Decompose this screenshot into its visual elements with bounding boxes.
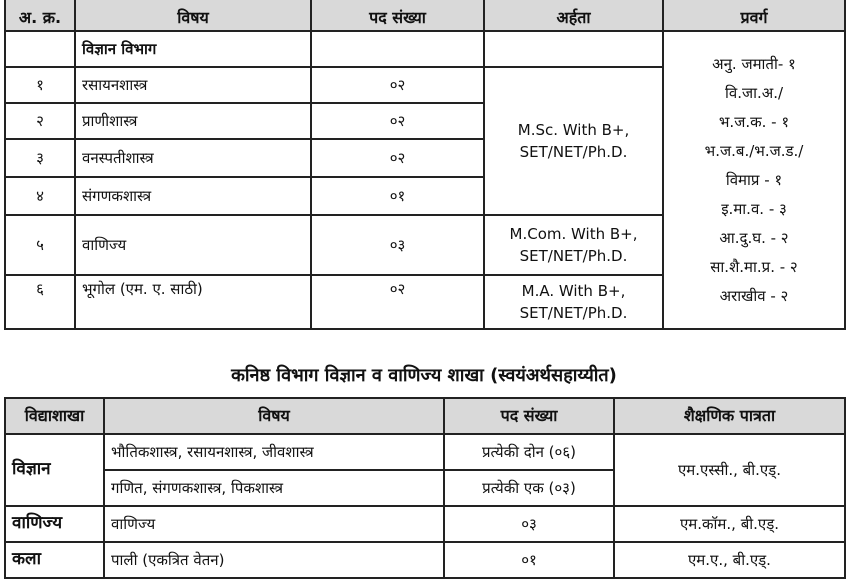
header-faculty: विद्याशाखा xyxy=(5,398,104,434)
qualification-line: M.A. With B+, xyxy=(521,282,626,300)
row-posts: प्रत्येकी दोन (०६) xyxy=(444,434,614,470)
header-posts: पद संख्या xyxy=(311,0,484,31)
qualification-line: SET/NET/Ph.D. xyxy=(519,247,628,265)
category-line: भ.ज.ब./भ.ज.ड./ xyxy=(704,141,804,160)
category-line: अनु. जमाती- १ xyxy=(712,54,796,73)
row-subject: भौतिकशास्त्र, रसायनशास्त्र, जीवशास्त्र xyxy=(104,434,444,470)
table-row xyxy=(5,506,845,542)
table-header-row xyxy=(5,0,845,31)
qualification-line: SET/NET/Ph.D. xyxy=(519,304,628,322)
qualification-line: M.Com. With B+, xyxy=(509,225,638,243)
header-posts: पद संख्या xyxy=(444,398,614,434)
category-line: अराखीव - २ xyxy=(719,286,789,305)
qualification-arts xyxy=(484,275,663,329)
row-posts: ०२ xyxy=(311,275,484,329)
row-posts: ०१ xyxy=(444,542,614,578)
junior-section-title: कनिष्ठ विभाग विज्ञान व वाणिज्य शाखा (स्वयंअर्थसहाय्यीत) xyxy=(231,365,617,386)
qualification-line: M.Sc. With B+, xyxy=(517,121,630,139)
header-subject: विषय xyxy=(75,0,311,31)
category-cell xyxy=(663,31,845,329)
row-serial: ५ xyxy=(5,215,75,275)
row-subject: वनस्पतीशास्त्र xyxy=(75,139,311,177)
section-row xyxy=(5,31,845,67)
row-subject: गणित, संगणकशास्त्र, पिकशास्त्र xyxy=(104,470,444,506)
faculty-arts: कला xyxy=(5,542,104,578)
header-subject: विषय xyxy=(104,398,444,434)
row-posts: ०२ xyxy=(311,139,484,177)
faculty-science: विज्ञान xyxy=(5,434,104,506)
row-qualification: एम.ए., बी.एड्. xyxy=(614,542,845,578)
category-line: भ.ज.क. - १ xyxy=(718,112,790,131)
row-serial: १ xyxy=(5,67,75,103)
header-qualification: शैक्षणिक पात्रता xyxy=(614,398,845,434)
table-row xyxy=(5,542,845,578)
row-subject: रसायनशास्त्र xyxy=(75,67,311,103)
row-subject: प्राणीशास्त्र xyxy=(75,103,311,139)
vacancy-table xyxy=(4,0,846,330)
qualification-science xyxy=(484,67,663,215)
row-posts: ०२ xyxy=(311,103,484,139)
category-line: इ.मा.व. - ३ xyxy=(721,199,787,218)
row-subject: पाली (एकत्रित वेतन) xyxy=(104,542,444,578)
row-qualification: एम.एस्सी., बी.एड्. xyxy=(614,434,845,506)
row-serial: ६ xyxy=(5,275,75,329)
section-label: विज्ञान विभाग xyxy=(75,31,311,67)
row-subject: वाणिज्य xyxy=(104,506,444,542)
header-category: प्रवर्ग xyxy=(663,0,845,31)
row-serial: ३ xyxy=(5,139,75,177)
row-subject: वाणिज्य xyxy=(75,215,311,275)
faculty-commerce: वाणिज्य xyxy=(5,506,104,542)
qualification-line: SET/NET/Ph.D. xyxy=(519,143,628,161)
category-line: विमाप्र - १ xyxy=(725,170,783,189)
row-qualification: एम.कॉम., बी.एड्. xyxy=(614,506,845,542)
row-serial: ४ xyxy=(5,177,75,215)
table-header-row xyxy=(5,398,845,434)
table-row xyxy=(5,434,845,470)
header-qualification: अर्हता xyxy=(484,0,663,31)
row-posts: ०३ xyxy=(311,215,484,275)
category-line: सा.शै.मा.प्र. - २ xyxy=(710,257,798,276)
row-subject: भूगोल (एम. ए. साठी) xyxy=(75,275,311,329)
header-serial: अ. क्र. xyxy=(5,0,75,31)
qualification-commerce xyxy=(484,215,663,275)
row-posts: ०३ xyxy=(444,506,614,542)
row-serial: २ xyxy=(5,103,75,139)
row-posts: ०१ xyxy=(311,177,484,215)
row-posts: प्रत्येकी एक (०३) xyxy=(444,470,614,506)
category-line: आ.दु.घ. - २ xyxy=(719,228,789,247)
row-subject: संगणकशास्त्र xyxy=(75,177,311,215)
junior-vacancy-table xyxy=(4,397,846,579)
row-posts: ०२ xyxy=(311,67,484,103)
category-line: वि.जा.अ./ xyxy=(724,83,784,102)
